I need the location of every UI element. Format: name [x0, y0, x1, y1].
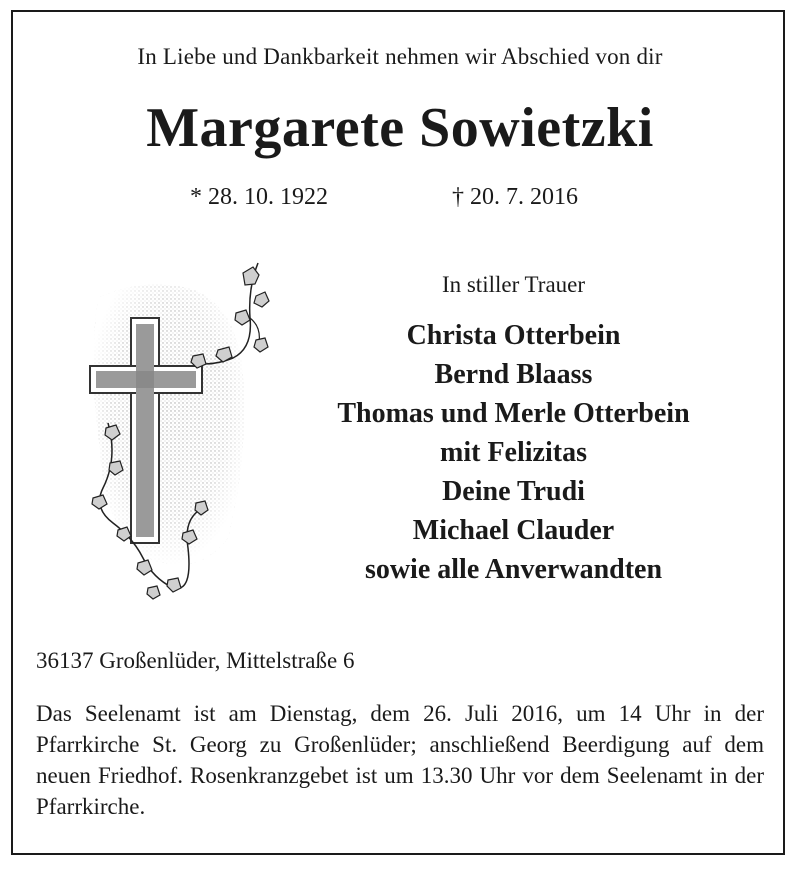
- address-line: 36137 Großenlüder, Mittelstraße 6: [36, 648, 355, 673]
- mourner-name: Michael Clauder: [412, 515, 615, 546]
- mourner-name: Christa Otterbein: [406, 320, 621, 351]
- mourners-heading: In stiller Trauer: [441, 272, 586, 297]
- service-notice: Das Seelenamt ist am Dienstag, dem 26. Juli 2016, um 14 Uhr in der Pfarrkirche St. Georg zu Großenlüder; anschließend Beerdigung auf dem neuen Friedhof. Rosenkranzgebet ist um 13.30 Uhr vor dem Seelenamt in der Pfarrkirche.: [36, 701, 764, 819]
- death-date: † 20. 7. 2016: [452, 184, 578, 210]
- mourner-name: mit Felizitas: [440, 437, 587, 468]
- cross-with-ivy-icon: [78, 258, 278, 613]
- mourners-block: [286, 272, 741, 589]
- mourner-name: Thomas und Merle Otterbein: [337, 398, 690, 429]
- intro-line: In Liebe und Dankbarkeit nehmen wir Abschied von dir: [137, 44, 663, 69]
- birth-date: * 28. 10. 1922: [190, 184, 328, 210]
- mourner-name: Bernd Blaass: [434, 359, 593, 390]
- deceased-name: Margarete Sowietzki: [146, 97, 654, 159]
- mourner-name: sowie alle Anverwandten: [364, 554, 663, 585]
- mourner-name: Deine Trudi: [442, 476, 585, 507]
